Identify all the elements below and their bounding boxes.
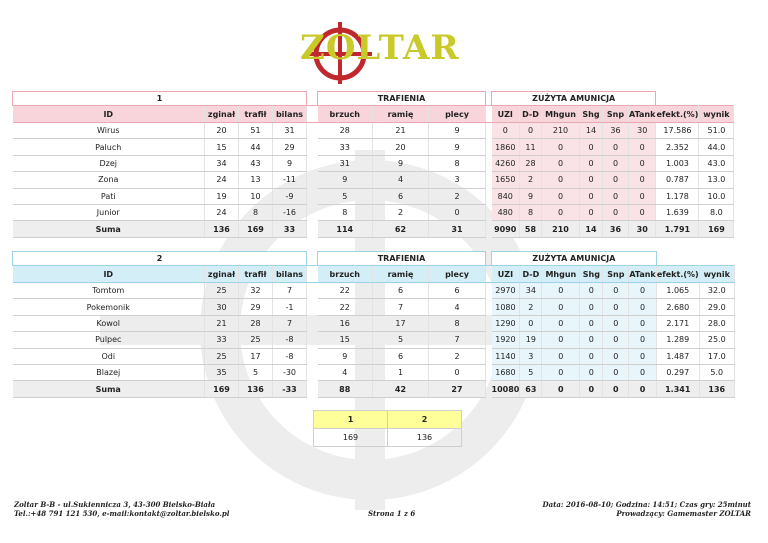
column-gap (307, 315, 318, 331)
stat-cell: 58 (520, 221, 542, 237)
stat-cell: 0 (542, 381, 580, 397)
player-id-cell: ID (13, 266, 205, 283)
stat-cell: trafił (239, 106, 273, 123)
stat-cell: 0 (542, 139, 580, 155)
stat-cell: 19 (205, 188, 239, 204)
stat-cell: 1.341 (656, 381, 699, 397)
team1-table (12, 91, 734, 238)
stat-cell: 19 (520, 332, 542, 348)
stat-cell: 0 (629, 315, 656, 331)
stat-cell: 8 (239, 204, 273, 220)
stat-cell: 4 (373, 172, 429, 188)
stat-cell: 1.178 (656, 188, 699, 204)
stat-cell: 210 (542, 221, 580, 237)
stat-cell: 0 (542, 364, 580, 380)
stat-cell: 0 (429, 204, 486, 220)
stat-cell: 20 (205, 123, 239, 139)
stat-cell: 29.0 (699, 299, 734, 315)
stat-cell: 51 (239, 123, 273, 139)
stat-cell: 63 (520, 381, 542, 397)
team1-player-row (13, 139, 734, 155)
stat-cell: 0 (629, 139, 656, 155)
stat-cell: UZI (492, 266, 520, 283)
stat-cell: 35 (205, 364, 239, 380)
team1-player-row (13, 188, 734, 204)
stat-cell: 2 (373, 204, 429, 220)
stat-cell: -9 (273, 188, 307, 204)
stat-cell: 13.0 (699, 172, 734, 188)
team1-player-row (13, 204, 734, 220)
stat-cell: 0 (542, 172, 580, 188)
stat-cell: 0 (580, 332, 603, 348)
stat-cell: brzuch (318, 266, 373, 283)
stat-cell: 36 (603, 123, 629, 139)
team2-table (12, 251, 735, 398)
stat-cell: 2 (520, 172, 542, 188)
stat-cell: 0 (542, 315, 580, 331)
stat-cell: 30 (205, 299, 239, 315)
column-gap (307, 204, 318, 220)
stat-cell: 8 (429, 315, 486, 331)
score-value-2: 136 (388, 429, 462, 447)
stat-cell: 0 (542, 155, 580, 171)
stat-cell: 8 (318, 204, 373, 220)
player-id-cell: Kowol (13, 315, 205, 331)
team2-player-row (13, 332, 735, 348)
stat-cell: 0 (542, 348, 580, 364)
stat-cell: 0 (603, 204, 629, 220)
stat-cell: Mhgun (542, 266, 580, 283)
stat-cell: 2970 (492, 283, 520, 299)
stat-cell: 1.791 (656, 221, 699, 237)
column-gap (307, 332, 318, 348)
stat-cell: 0 (629, 172, 656, 188)
stat-cell: 0 (603, 139, 629, 155)
stat-cell: 7 (273, 315, 307, 331)
stat-cell: 1.639 (656, 204, 699, 220)
stat-cell: brzuch (318, 106, 373, 123)
stat-cell: -1 (273, 299, 307, 315)
stat-cell: 1650 (492, 172, 520, 188)
column-gap (307, 188, 318, 204)
stat-cell: 30 (629, 123, 656, 139)
stat-cell: 114 (318, 221, 373, 237)
stat-cell: 480 (492, 204, 520, 220)
player-id-cell: Suma (13, 221, 205, 237)
stat-cell: ATank (629, 106, 656, 123)
stat-cell: 0 (542, 283, 580, 299)
stat-cell: 22 (318, 283, 373, 299)
stat-cell: 17 (373, 315, 429, 331)
stat-cell: 0 (603, 348, 629, 364)
team2-sum-row (13, 381, 735, 397)
column-gap (307, 172, 318, 188)
stat-cell: 11 (520, 139, 542, 155)
stat-cell: 44.0 (699, 139, 734, 155)
stat-cell: 8.0 (699, 204, 734, 220)
stat-cell: Mhgun (542, 106, 580, 123)
stat-cell: 0 (580, 188, 603, 204)
stat-cell: 21 (373, 123, 429, 139)
stat-cell: 33 (273, 221, 307, 237)
stat-cell: 4 (318, 364, 373, 380)
stat-cell: 42 (373, 381, 429, 397)
stat-cell: 14 (580, 123, 603, 139)
column-gap (307, 381, 318, 397)
stat-cell: 840 (492, 188, 520, 204)
team2-group-header (13, 252, 735, 266)
stat-cell: 10 (239, 188, 273, 204)
stat-cell: 10080 (492, 381, 520, 397)
stat-cell: 7 (429, 332, 486, 348)
stat-cell: 8 (520, 204, 542, 220)
stat-cell: 0 (492, 123, 520, 139)
stat-cell: 0 (520, 123, 542, 139)
stat-cell: 9090 (492, 221, 520, 237)
stat-cell: 2 (429, 348, 486, 364)
stat-cell: -8 (273, 332, 307, 348)
stat-cell: 0 (580, 155, 603, 171)
stat-cell: 0 (580, 299, 603, 315)
stat-cell: 9 (520, 188, 542, 204)
stat-cell: wynik (699, 106, 734, 123)
team1-hits-group: TRAFIENIA (318, 92, 486, 106)
player-id-cell: Pati (13, 188, 205, 204)
stat-cell: 17.586 (656, 123, 699, 139)
stat-cell: 9 (429, 123, 486, 139)
stat-cell: 7 (273, 283, 307, 299)
team2-hits-group: TRAFIENIA (318, 252, 486, 266)
stat-cell: 0 (603, 364, 629, 380)
team2-player-row (13, 364, 735, 380)
stat-cell: 5 (373, 332, 429, 348)
stat-cell: 1140 (492, 348, 520, 364)
player-id-cell: Pulpec (13, 332, 205, 348)
stat-cell: 2.680 (656, 299, 699, 315)
stat-cell: 9 (373, 155, 429, 171)
stat-cell: plecy (429, 266, 486, 283)
stat-cell: 15 (205, 139, 239, 155)
stat-cell: zginał (205, 266, 239, 283)
footer-address (14, 500, 229, 518)
team2-player-row (13, 299, 735, 315)
stat-cell: 32.0 (699, 283, 734, 299)
stat-cell: 0 (629, 348, 656, 364)
stat-cell: Snp (603, 266, 629, 283)
stat-cell: 14 (580, 221, 603, 237)
stat-cell: 4260 (492, 155, 520, 171)
stat-cell: 44 (239, 139, 273, 155)
column-gap (307, 299, 318, 315)
stat-cell: 6 (373, 283, 429, 299)
team2-ammo-group: ZUŻYTA AMUNICJA (492, 252, 657, 266)
team1-player-row (13, 172, 734, 188)
score-header-1: 1 (314, 411, 388, 429)
stat-cell: 6 (429, 283, 486, 299)
stat-cell: 0 (629, 381, 656, 397)
stat-cell: 2 (520, 299, 542, 315)
column-gap (307, 106, 318, 123)
team2-player-row (13, 283, 735, 299)
stat-cell: 25 (239, 332, 273, 348)
stat-cell: 0 (603, 283, 629, 299)
stat-cell: 4 (429, 299, 486, 315)
player-id-cell: Blazej (13, 364, 205, 380)
stat-cell: plecy (429, 106, 486, 123)
stat-cell: 0 (542, 188, 580, 204)
player-id-cell: Pokemonik (13, 299, 205, 315)
stat-cell: 5 (239, 364, 273, 380)
stat-cell: 32 (239, 283, 273, 299)
player-id-cell: Suma (13, 381, 205, 397)
stat-cell: 6 (373, 348, 429, 364)
stat-cell: 15 (318, 332, 373, 348)
score-value-1: 169 (314, 429, 388, 447)
column-gap (307, 283, 318, 299)
stat-cell: 0 (542, 299, 580, 315)
stat-cell: 29 (239, 299, 273, 315)
player-id-cell: Tomtom (13, 283, 205, 299)
player-id-cell: Wirus (13, 123, 205, 139)
stat-cell: -8 (273, 348, 307, 364)
player-id-cell: ID (13, 106, 205, 123)
stat-cell: 88 (318, 381, 373, 397)
stat-cell: 16 (318, 315, 373, 331)
stat-cell: 0 (629, 155, 656, 171)
stat-cell: 0 (603, 381, 629, 397)
stat-cell: 0 (629, 283, 656, 299)
stat-cell: 0 (580, 348, 603, 364)
stat-cell: wynik (699, 266, 734, 283)
stat-cell: 2.352 (656, 139, 699, 155)
stat-cell: 36 (603, 221, 629, 237)
stat-cell: efekt.(%) (656, 266, 699, 283)
stat-cell: 169 (699, 221, 734, 237)
team1-sum-row (13, 221, 734, 237)
stat-cell: 3 (520, 348, 542, 364)
stat-cell: 10.0 (699, 188, 734, 204)
stat-cell: 28 (318, 123, 373, 139)
stat-cell: 24 (205, 204, 239, 220)
stat-cell: 25.0 (699, 332, 734, 348)
stat-cell: 1080 (492, 299, 520, 315)
stat-cell: 0 (429, 364, 486, 380)
stat-cell: 0 (542, 332, 580, 348)
stat-cell: 31 (318, 155, 373, 171)
stat-cell: 0.787 (656, 172, 699, 188)
stat-cell: 30 (629, 221, 656, 237)
stat-cell: ramię (373, 266, 429, 283)
column-gap (307, 266, 318, 283)
stat-cell: -33 (273, 381, 307, 397)
team1-name: 1 (13, 92, 307, 106)
footer-info-line2: Prowadzący: Gamemaster ZOLTAR (616, 509, 751, 518)
stat-cell: 31 (273, 123, 307, 139)
stat-cell: Shg (580, 266, 603, 283)
stat-cell: 25 (205, 348, 239, 364)
stat-cell: 28 (239, 315, 273, 331)
stat-cell: 0 (629, 188, 656, 204)
stat-cell: 0 (580, 139, 603, 155)
stat-cell: 0 (629, 332, 656, 348)
stat-cell: 0 (603, 172, 629, 188)
stat-cell: 136 (239, 381, 273, 397)
stat-cell: D-D (520, 266, 542, 283)
stat-cell: 1.487 (656, 348, 699, 364)
player-id-cell: Junior (13, 204, 205, 220)
footer-address-line2: Tel.:+48 791 121 530, e-mail:kontakt@zoltar.bielsko.pl (14, 509, 230, 518)
stat-cell: -11 (273, 172, 307, 188)
stat-cell: 169 (205, 381, 239, 397)
stat-cell: 31 (429, 221, 486, 237)
stat-cell: 51.0 (699, 123, 734, 139)
stat-cell: 29 (273, 139, 307, 155)
stat-cell: 5 (318, 188, 373, 204)
stat-cell: -30 (273, 364, 307, 380)
stat-cell: 13 (239, 172, 273, 188)
stat-cell: 0 (629, 204, 656, 220)
stat-cell: 2.171 (656, 315, 699, 331)
stat-cell: 1.003 (656, 155, 699, 171)
stat-cell: 1 (373, 364, 429, 380)
stat-cell: 0 (580, 204, 603, 220)
stat-cell: bilans (273, 106, 307, 123)
stat-cell: 17.0 (699, 348, 734, 364)
column-gap (307, 221, 318, 237)
player-id-cell: Paluch (13, 139, 205, 155)
footer-info (543, 500, 751, 518)
stat-cell: 0.297 (656, 364, 699, 380)
column-gap (307, 348, 318, 364)
player-id-cell: Odi (13, 348, 205, 364)
footer-info-line1: Data: 2016-08-10; Godzina: 14:51; Czas gry: 25minut (542, 500, 751, 509)
stat-cell: 1680 (492, 364, 520, 380)
footer-page-number: Strona 1 z 6 (368, 509, 416, 518)
stat-cell: 9 (429, 139, 486, 155)
stat-cell: 5.0 (699, 364, 734, 380)
stat-cell: 8 (429, 155, 486, 171)
player-id-cell: Zona (13, 172, 205, 188)
stat-cell: 0 (580, 364, 603, 380)
column-gap (307, 139, 318, 155)
stat-cell: 6 (373, 188, 429, 204)
stat-cell: UZI (492, 106, 520, 123)
stat-cell: 1.065 (656, 283, 699, 299)
stat-cell: 169 (239, 221, 273, 237)
stat-cell: 0 (629, 299, 656, 315)
stat-cell: 25 (205, 283, 239, 299)
stat-cell: D-D (520, 106, 542, 123)
stat-cell: 21 (205, 315, 239, 331)
stat-cell: 17 (239, 348, 273, 364)
stat-cell: 0 (580, 381, 603, 397)
column-gap (307, 364, 318, 380)
stat-cell: 0 (603, 315, 629, 331)
stat-cell: 210 (542, 123, 580, 139)
stat-cell: 27 (429, 381, 486, 397)
stat-cell: ATank (629, 266, 656, 283)
stat-cell: ramię (373, 106, 429, 123)
stat-cell: 34 (520, 283, 542, 299)
stat-cell: 9 (273, 155, 307, 171)
stat-cell: 5 (520, 364, 542, 380)
stat-cell: 1290 (492, 315, 520, 331)
score-table (313, 410, 462, 447)
stat-cell: 0 (520, 315, 542, 331)
stat-cell: 0 (580, 172, 603, 188)
stat-cell: 1.289 (656, 332, 699, 348)
team2-player-row (13, 315, 735, 331)
stat-cell: Shg (580, 106, 603, 123)
stat-cell: 0 (580, 315, 603, 331)
team2-column-headers (13, 266, 735, 283)
stat-cell: 33 (318, 139, 373, 155)
score-header-2: 2 (388, 411, 462, 429)
team1-ammo-group: ZUŻYTA AMUNICJA (492, 92, 656, 106)
logo-text: ZOLTAR (300, 28, 460, 68)
stat-cell: -16 (273, 204, 307, 220)
stat-cell: Snp (603, 106, 629, 123)
stat-cell: 9 (318, 172, 373, 188)
stat-cell: 33 (205, 332, 239, 348)
column-gap (307, 155, 318, 171)
stat-cell: 2 (429, 188, 486, 204)
stat-cell: 0 (580, 283, 603, 299)
stat-cell: 22 (318, 299, 373, 315)
stat-cell: 136 (699, 381, 734, 397)
stat-cell: 62 (373, 221, 429, 237)
team1-player-row (13, 123, 734, 139)
stat-cell: 1920 (492, 332, 520, 348)
stat-cell: 9 (318, 348, 373, 364)
stat-cell: 0 (629, 364, 656, 380)
stat-cell: 3 (429, 172, 486, 188)
stat-cell: 28 (520, 155, 542, 171)
stat-cell: 0 (603, 188, 629, 204)
stat-cell: 7 (373, 299, 429, 315)
stat-cell: 0 (603, 155, 629, 171)
stat-cell: 0 (542, 204, 580, 220)
stat-cell: 1860 (492, 139, 520, 155)
stat-cell: 43 (239, 155, 273, 171)
footer-address-line1: Zoltar B-B - ul.Sukiennicza 3, 43-300 Bielsko-Biała (14, 500, 216, 509)
stat-cell: 24 (205, 172, 239, 188)
team1-player-row (13, 155, 734, 171)
stat-cell: 28.0 (699, 315, 734, 331)
player-id-cell: Dzej (13, 155, 205, 171)
stat-cell: 20 (373, 139, 429, 155)
team1-group-header (13, 92, 734, 106)
stat-cell: 0 (603, 299, 629, 315)
stat-cell: 136 (205, 221, 239, 237)
stat-cell: trafił (239, 266, 273, 283)
team1-column-headers (13, 106, 734, 123)
team2-player-row (13, 348, 735, 364)
team2-name: 2 (13, 252, 307, 266)
stat-cell: 0 (603, 332, 629, 348)
stat-cell: zginał (205, 106, 239, 123)
column-gap (307, 123, 318, 139)
stat-cell: efekt.(%) (656, 106, 699, 123)
stat-cell: bilans (273, 266, 307, 283)
stat-cell: 43.0 (699, 155, 734, 171)
stat-cell: 34 (205, 155, 239, 171)
